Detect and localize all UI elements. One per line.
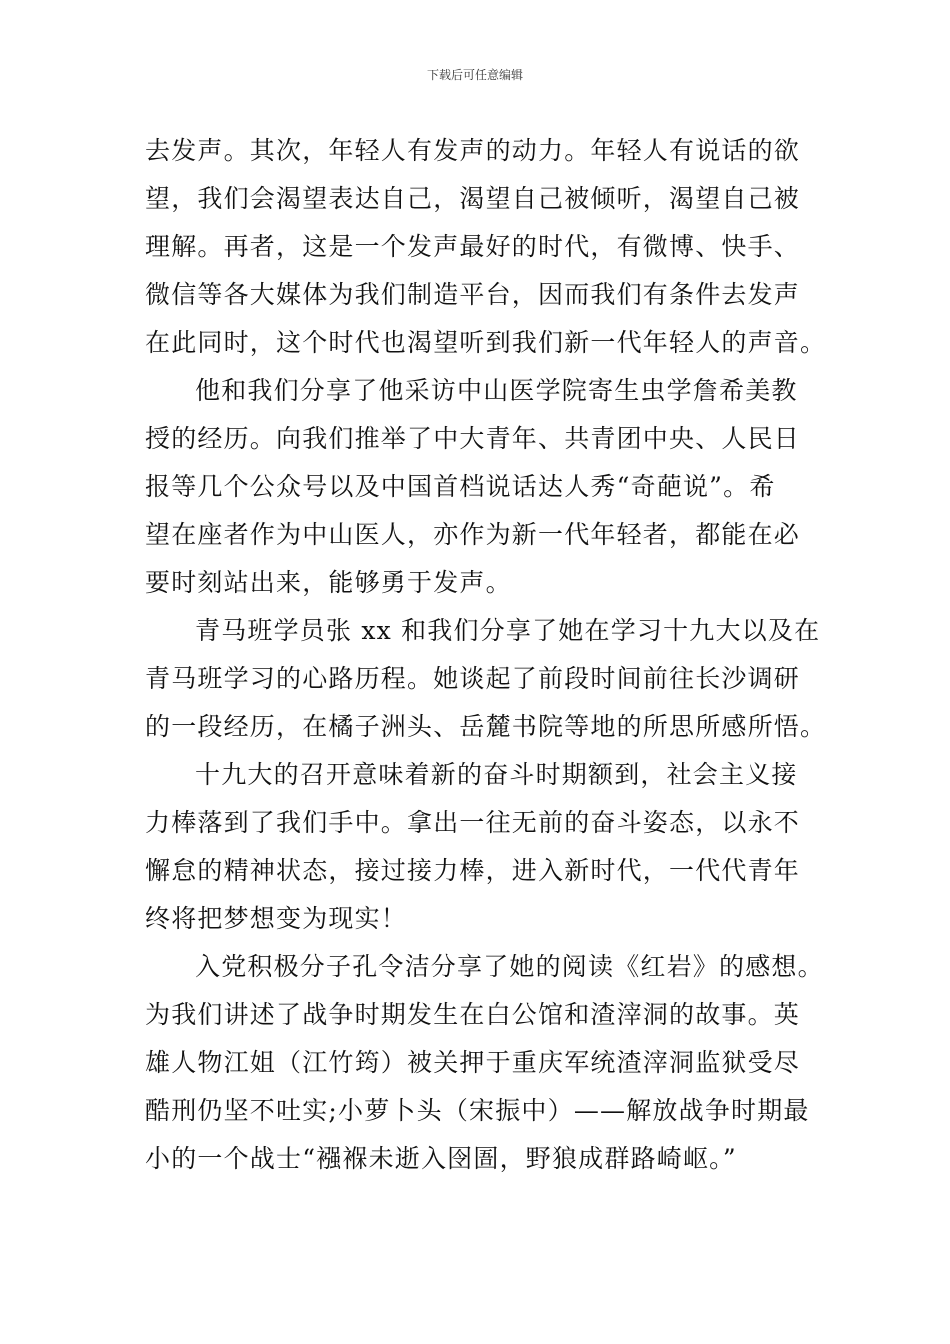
- text-line: 力棒落到了我们手中。拿出一往无前的奋斗姿态，以永不: [145, 808, 801, 837]
- paragraph-first-line: 入党积极分子孔令洁分享了她的阅读《红岩》的感想。: [195, 952, 824, 981]
- text-line: 雄人物江姐（江竹筠）被关押于重庆军统渣滓洞监狱受尽: [145, 1048, 801, 1077]
- text-line: 为我们讲述了战争时期发生在白公馆和渣滓洞的故事。英: [145, 1000, 801, 1029]
- text-line: 小的一个战士“襁褓未逝入囹圄，野狼成群路崎岖。”: [145, 1144, 737, 1173]
- text-line: 青马班学习的心路历程。她谈起了前段时间前往长沙调研: [145, 664, 801, 693]
- text-line: 理解。再者，这是一个发声最好的时代，有微博、快手、: [145, 232, 801, 261]
- paragraph-first-line: 十九大的召开意味着新的奋斗时期额到，社会主义接: [195, 760, 798, 789]
- document-body: [145, 127, 825, 1183]
- text-line: 终将把梦想变为现实！: [145, 904, 408, 933]
- text-line: 报等几个公众号以及中国首档说话达人秀“奇葩说”。希: [145, 472, 776, 501]
- text-line: 在此同时，这个时代也渴望听到我们新一代年轻人的声音。: [145, 328, 827, 357]
- text-line: 去发声。其次，年轻人有发声的动力。年轻人有说话的欲: [145, 136, 801, 165]
- text-line: 的一段经历，在橘子洲头、岳麓书院等地的所思所感所悟。: [145, 712, 827, 741]
- text-line: 懈怠的精神状态，接过接力棒，进入新时代，一代代青年: [145, 856, 801, 885]
- text-line: 要时刻站出来，能够勇于发声。: [145, 568, 512, 597]
- page-header: 下载后可任意编辑: [426, 68, 523, 82]
- text-line: 授的经历。向我们推举了中大青年、共青团中央、人民日: [145, 424, 801, 453]
- paragraph-first-line: 他和我们分享了他采访中山医学院寄生虫学詹希美教: [195, 376, 798, 405]
- text-line: 望，我们会渴望表达自己，渴望自己被倾听，渴望自己被: [145, 184, 801, 213]
- text-line: 酷刑仍坚不吐实;小萝卜头（宋振中）——解放战争时期最: [145, 1096, 810, 1125]
- text-line: 望在座者作为中山医人，亦作为新一代年轻者，都能在必: [145, 520, 801, 549]
- text-line: 微信等各大媒体为我们制造平台，因而我们有条件去发声: [145, 280, 801, 309]
- paragraph-first-line: 青马班学员张 xx 和我们分享了她在学习十九大以及在: [195, 616, 821, 645]
